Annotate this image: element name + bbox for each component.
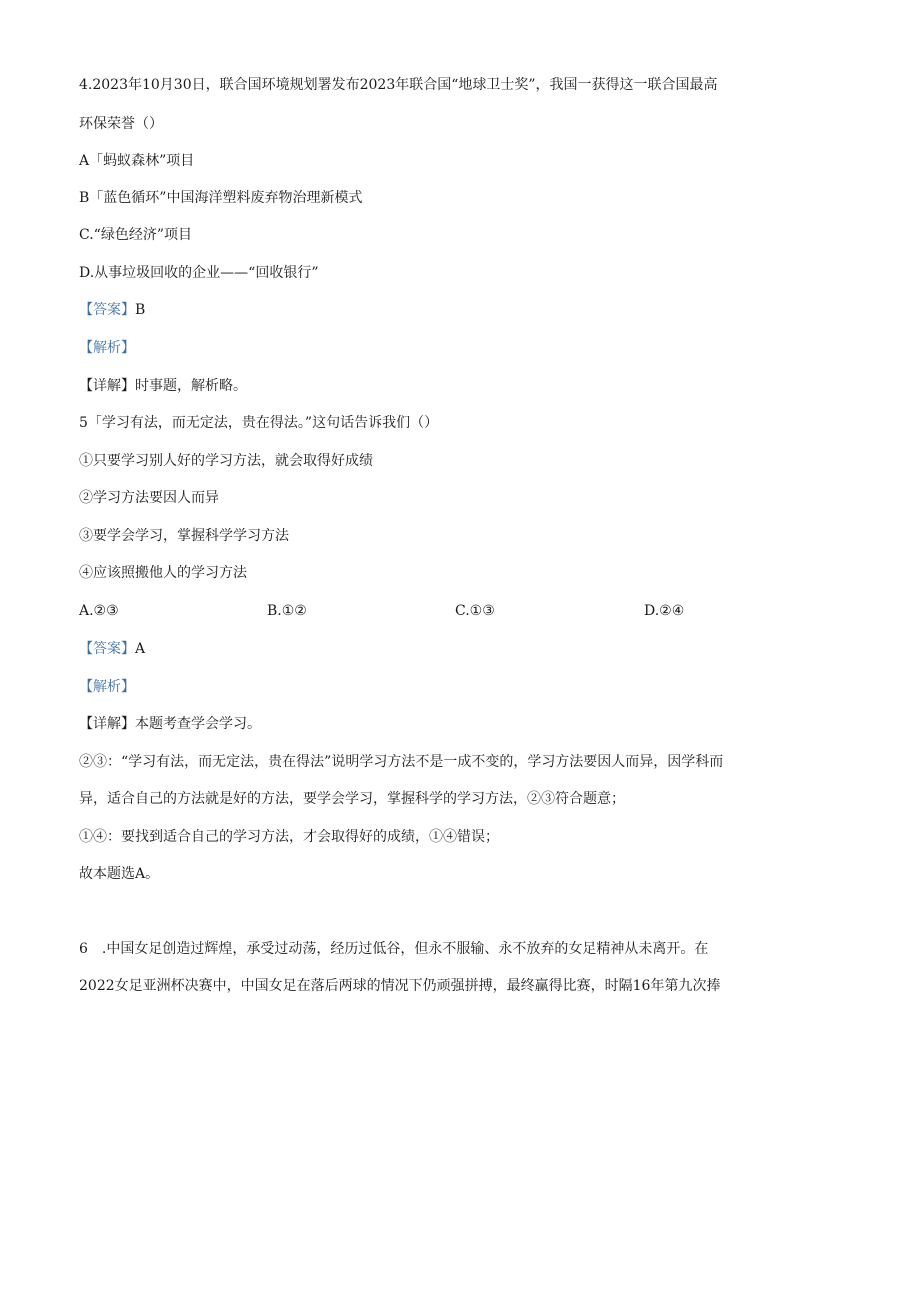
q4-answer xyxy=(79,300,145,320)
q5-explain-line1: ②③：“学习有法，而无定法，贵在得法”说明学习方法不是一成不变的，学习方法要因人而异，因学科而 xyxy=(79,754,724,770)
q6-stem-line2: 2022女足亚洲杯决赛中，中国女足在落后两球的情况下仍顽强拼搏，最终赢得比赛，时隔16年第九次捧 xyxy=(79,978,721,994)
q4-option-c: C.“绿色经济”项目 xyxy=(79,227,192,243)
q5-item-3: ③要学会学习，掌握科学学习方法 xyxy=(79,528,289,544)
q5-analysis-tag: 【解析】 xyxy=(79,679,135,695)
q5-explain-line2: 异，适合自己的方法就是好的方法，要学会学习，掌握科学的学习方法，②③符合题意； xyxy=(79,791,625,807)
q5-answer-value: A xyxy=(135,641,146,657)
q4-option-d: D.从事垃圾回收的企业——“回收银行” xyxy=(79,265,319,281)
q4-analysis-tag: 【解析】 xyxy=(79,340,135,356)
q5-answer xyxy=(79,639,145,659)
q4-answer-tag: 【答案】 xyxy=(79,302,135,318)
q5-item-1: ①只要学习别人好的学习方法，就会取得好成绩 xyxy=(79,453,373,469)
q5-item-2: ②学习方法要因人而异 xyxy=(79,490,219,506)
q6-stem-line1: 6 .中国女足创造过辉煌，承受过动荡，经历过低谷，但永不服输、永不放弃的女足精神从未离开。在 xyxy=(79,941,709,957)
q5-detail: 【详解】本题考查学会学习。 xyxy=(79,716,261,732)
q4-option-b: B「蓝色循环”中国海洋塑料废弃物治理新模式 xyxy=(79,190,363,206)
q5-explain-line3: ①④：要找到适合自己的学习方法，才会取得好的成绩，①④错误； xyxy=(79,829,499,845)
q5-conclusion: 故本题选A。 xyxy=(79,866,160,882)
q5-option-d: D.②④ xyxy=(644,603,685,619)
q5-answer-tag: 【答案】 xyxy=(79,641,135,657)
q5-stem: 5「学习有法，而无定法，贵在得法。”这句话告诉我们（） xyxy=(79,415,439,431)
q4-detail: 【详解】时事题，解析略。 xyxy=(79,378,247,394)
q4-option-a: A「蚂蚁森林”项目 xyxy=(79,153,195,169)
q5-option-c: C.①③ xyxy=(455,603,495,619)
q5-option-b: B.①② xyxy=(267,603,307,619)
q5-option-a: A.②③ xyxy=(79,603,119,619)
q5-item-4: ④应该照搬他人的学习方法 xyxy=(79,565,247,581)
q4-stem-line1: 4.2023年10月30日，联合国环境规划署发布2023年联合国“地球卫士奖”，我国一获得这一联合国最高 xyxy=(79,77,718,93)
q4-answer-value: B xyxy=(135,302,146,318)
q4-stem-line2: 环保荣誉（） xyxy=(79,116,163,132)
